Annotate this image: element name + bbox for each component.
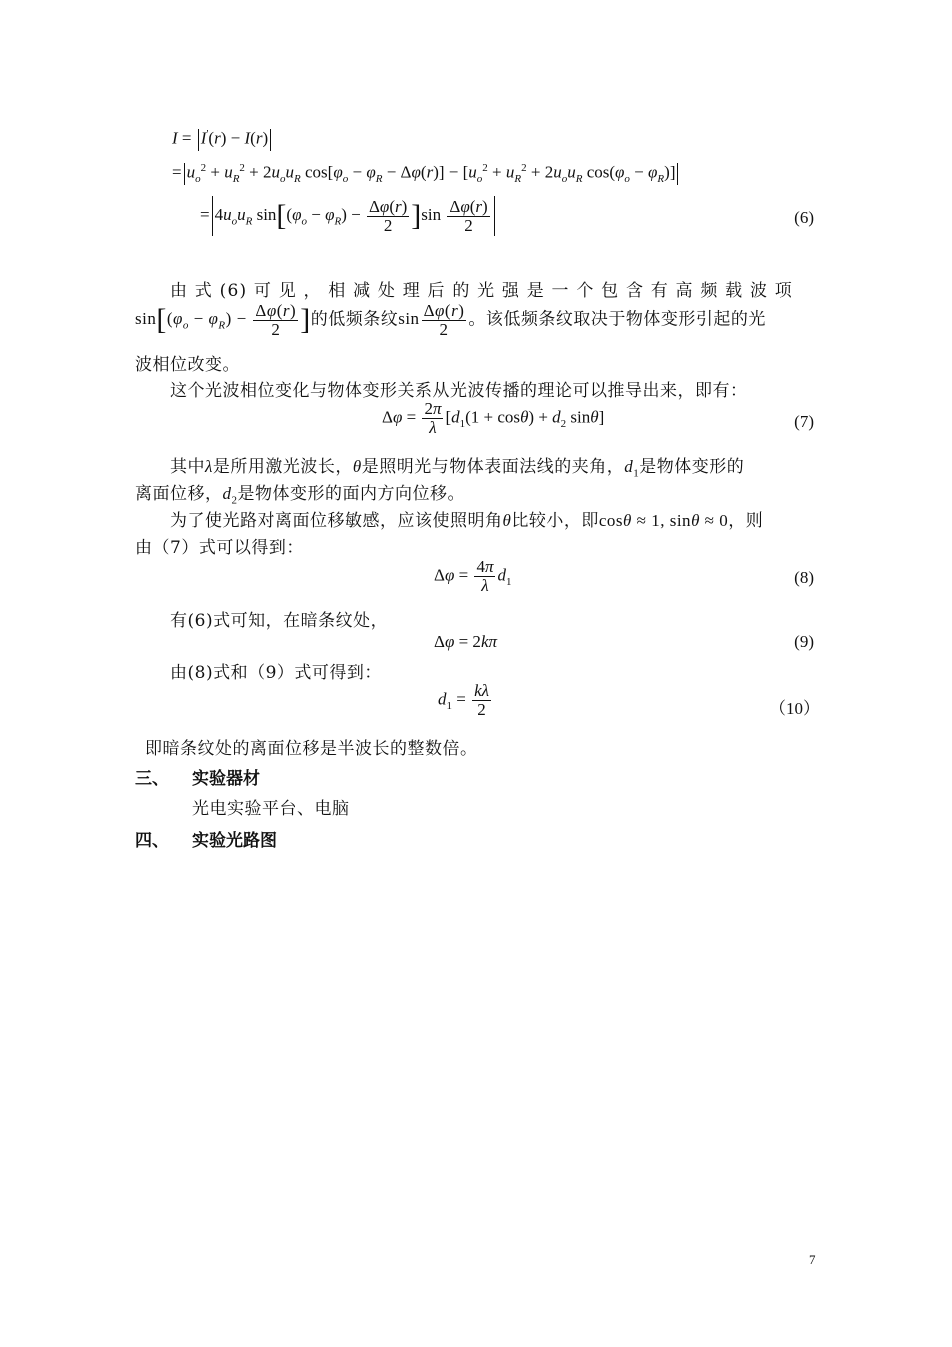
heading-section-3-number: 三、 xyxy=(135,769,169,789)
eq8: Δφ = $\frac{4\pi}{\lambda}$ $d_1$ xyxy=(434,557,512,595)
symbol-lambda: λ xyxy=(205,457,213,476)
p3-text-5: 离面位移， xyxy=(135,484,223,504)
eq10: $d_1$ = $\frac{k\lambda}{2}$ xyxy=(438,681,490,719)
heading-section-4-number: 四、 xyxy=(135,831,169,851)
eq6-line3: = $4u_ou_R$ $\sin[(\varphi_o - \varphi_R)$ − $\frac{\Delta\varphi(r)}{2}$ ]sin $\frac{\Delta\varphi(r)}{2}$ xyxy=(200,196,497,236)
paragraph-4-line2: 由（7）式可以得到： xyxy=(135,538,304,558)
eq6-line2: = $u_o^2 + u_R^2 + 2u_ou_R$ $\cos[\varphi_o - \varphi_R - \Delta\varphi(r)] - [u_o^2 + u_R^2 + 2u_ou_R$ $\cos(\varphi_o - \varphi_R)$] xyxy=(172,162,680,185)
symbol-theta-2: θ xyxy=(502,511,512,530)
p3-text-1: 其中 xyxy=(170,457,205,477)
eq9: Δφ = 2kπ xyxy=(434,632,497,651)
paragraph-1-text-a: 的低频条纹 xyxy=(310,309,399,330)
paragraph-3-line1 xyxy=(170,452,744,479)
inline-formula-carrier: $\sin[(\varphi_o - \varphi_R)$ − $\frac{\Delta\varphi(r)}{2}$ ] xyxy=(135,301,311,339)
eq7-number: (7) xyxy=(794,412,814,431)
eq8-number: (8) xyxy=(794,568,814,587)
p3-text-2: 是所用激光波长， xyxy=(212,457,353,477)
paragraph-1-line3: 波相位改变。 xyxy=(135,355,240,375)
eq7: Δφ = $\frac{2\pi}{\lambda}$ [$d_1(1 + \cos\theta) + d_2$ sinθ] xyxy=(382,399,605,437)
inline-formula-fringe: sin $\frac{\Delta\varphi(r)}{2}$ xyxy=(398,301,465,339)
p3-text-3: 是照明光与物体表面法线的夹角， xyxy=(361,457,625,477)
heading-section-4-title: 实验光路图 xyxy=(192,831,277,851)
paragraph-7: 即暗条纹处的离面位移是半波长的整数倍。 xyxy=(145,739,478,759)
paragraph-1-line1: 由 式 (6) 可 见 ， 相 减 处 理 后 的 光 强 是 一 个 包 含 有 高 频 载 波 项 xyxy=(170,281,793,301)
eq10-number: （10） xyxy=(769,699,820,718)
p4-text-2: 比较小，即 xyxy=(511,511,599,531)
paragraph-4-line1 xyxy=(170,506,763,531)
paragraph-1-text-b: 。该低频条纹取决于物体变形引起的光 xyxy=(468,309,766,330)
paragraph-1-line2 xyxy=(135,302,766,339)
symbol-d1: $d_1$ xyxy=(624,457,640,480)
paragraph-5: 有(6)式可知，在暗条纹处， xyxy=(170,611,389,631)
eq6-number: (6) xyxy=(794,208,814,227)
symbol-d2: $d_2$ xyxy=(222,484,238,507)
p4-text-3: ，则 xyxy=(728,511,764,531)
inline-approx: cosθ ≈ 1, sinθ ≈ 0 xyxy=(598,511,729,530)
page-number: 7 xyxy=(809,1252,816,1267)
eq6-line1: I = I'(r) − I(r) xyxy=(172,128,273,151)
paragraph-3-line2 xyxy=(135,479,465,506)
heading-section-3-title: 实验器材 xyxy=(192,769,260,789)
p3-text-6: 是物体变形的面内方向位移。 xyxy=(237,484,465,504)
paragraph-6: 由(8)式和（9）式可得到： xyxy=(170,663,382,683)
eq9-number: (9) xyxy=(794,632,814,651)
p3-text-4: 是物体变形的 xyxy=(639,457,745,477)
symbol-theta: θ xyxy=(352,457,362,476)
paragraph-2: 这个光波相位变化与物体变形关系从光波传播的理论可以推导出来，即有： xyxy=(170,381,748,401)
equipment-list: 光电实验平台、电脑 xyxy=(192,799,350,819)
p4-text-1: 为了使光路对离面位移敏感，应该使照明角 xyxy=(170,511,503,531)
